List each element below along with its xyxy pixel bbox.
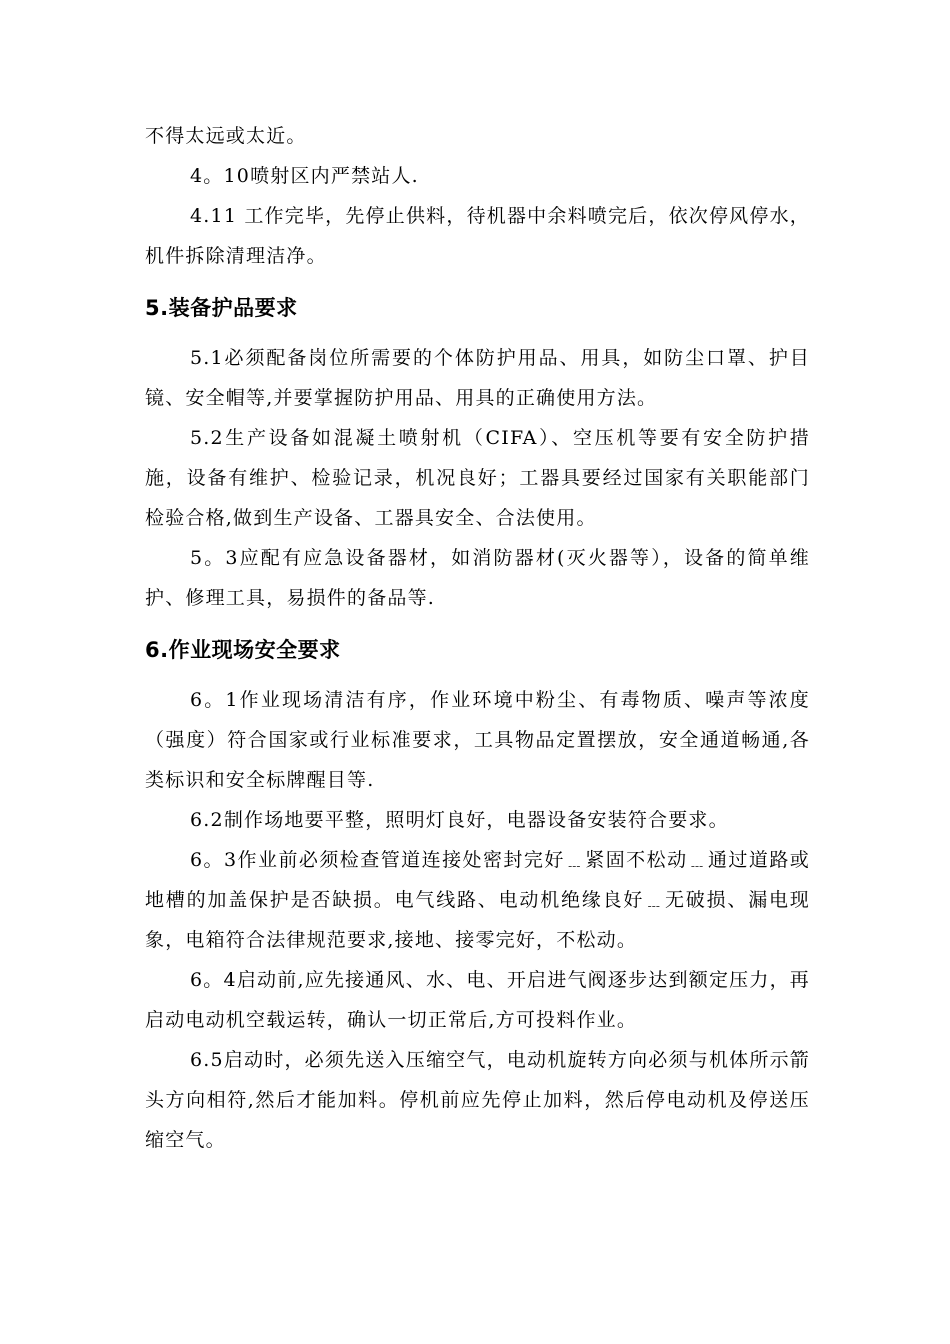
paragraph-6-5: 6.5启动时，必须先送入压缩空气，电动机旋转方向必须与机体所示箭头方向相符,然后才能加料。停机前应先停止加料，然后停电动机及停送压缩空气。 (145, 1049, 810, 1151)
paragraph-4-10: 4。10喷射区内严禁站人. (190, 165, 419, 187)
paragraph-4-11: 4.11 工作完毕，先停止供料，待机器中余料喷完后，依次停风停水，机件拆除清理洁净。 (145, 205, 810, 267)
section-heading-6: 6.作业现场安全要求 (145, 638, 341, 662)
paragraph-5-1: 5.1必须配备岗位所需要的个体防护用品、用具，如防尘口罩、护目镜、安全帽等,并要掌握防护用品、用具的正确使用方法。 (145, 347, 810, 409)
paragraph-6-4: 6。4启动前,应先接通风、水、电、开启进气阀逐步达到额定压力，再启动电动机空载运转，确认一切正常后,方可投料作业。 (145, 969, 810, 1031)
paragraph-6-3: 6。3作业前必须检查管道连接处密封完好﹍紧固不松动﹍通过道路或地槽的加盖保护是否缺损。电气线路、电动机绝缘良好﹍无破损、漏电现象，电箱符合法律规范要求,接地、接零完好，不松动。 (145, 849, 810, 951)
paragraph-5-3: 5。3应配有应急设备器材，如消防器材(灭火器等），设备的简单维护、修理工具，易损件的备品等. (145, 547, 810, 609)
paragraph-5-2: 5.2生产设备如混凝土喷射机（CIFA）、空压机等要有安全防护措施，设备有维护、检验记录，机况良好；工器具要经过国家有关职能部门检验合格,做到生产设备、工器具安全、合法使用。 (145, 427, 810, 529)
paragraph-6-2: 6.2制作场地要平整，照明灯良好，电器设备安装符合要求。 (190, 809, 729, 831)
section-heading-5: 5.装备护品要求 (145, 296, 298, 320)
document-body (145, 116, 810, 1160)
paragraph-continuation: 不得太远或太近。 (145, 125, 307, 147)
paragraph-6-1: 6。1作业现场清洁有序，作业环境中粉尘、有毒物质、噪声等浓度（强度）符合国家或行业标准要求，工具物品定置摆放，安全通道畅通,各类标识和安全标牌醒目等. (145, 689, 810, 791)
